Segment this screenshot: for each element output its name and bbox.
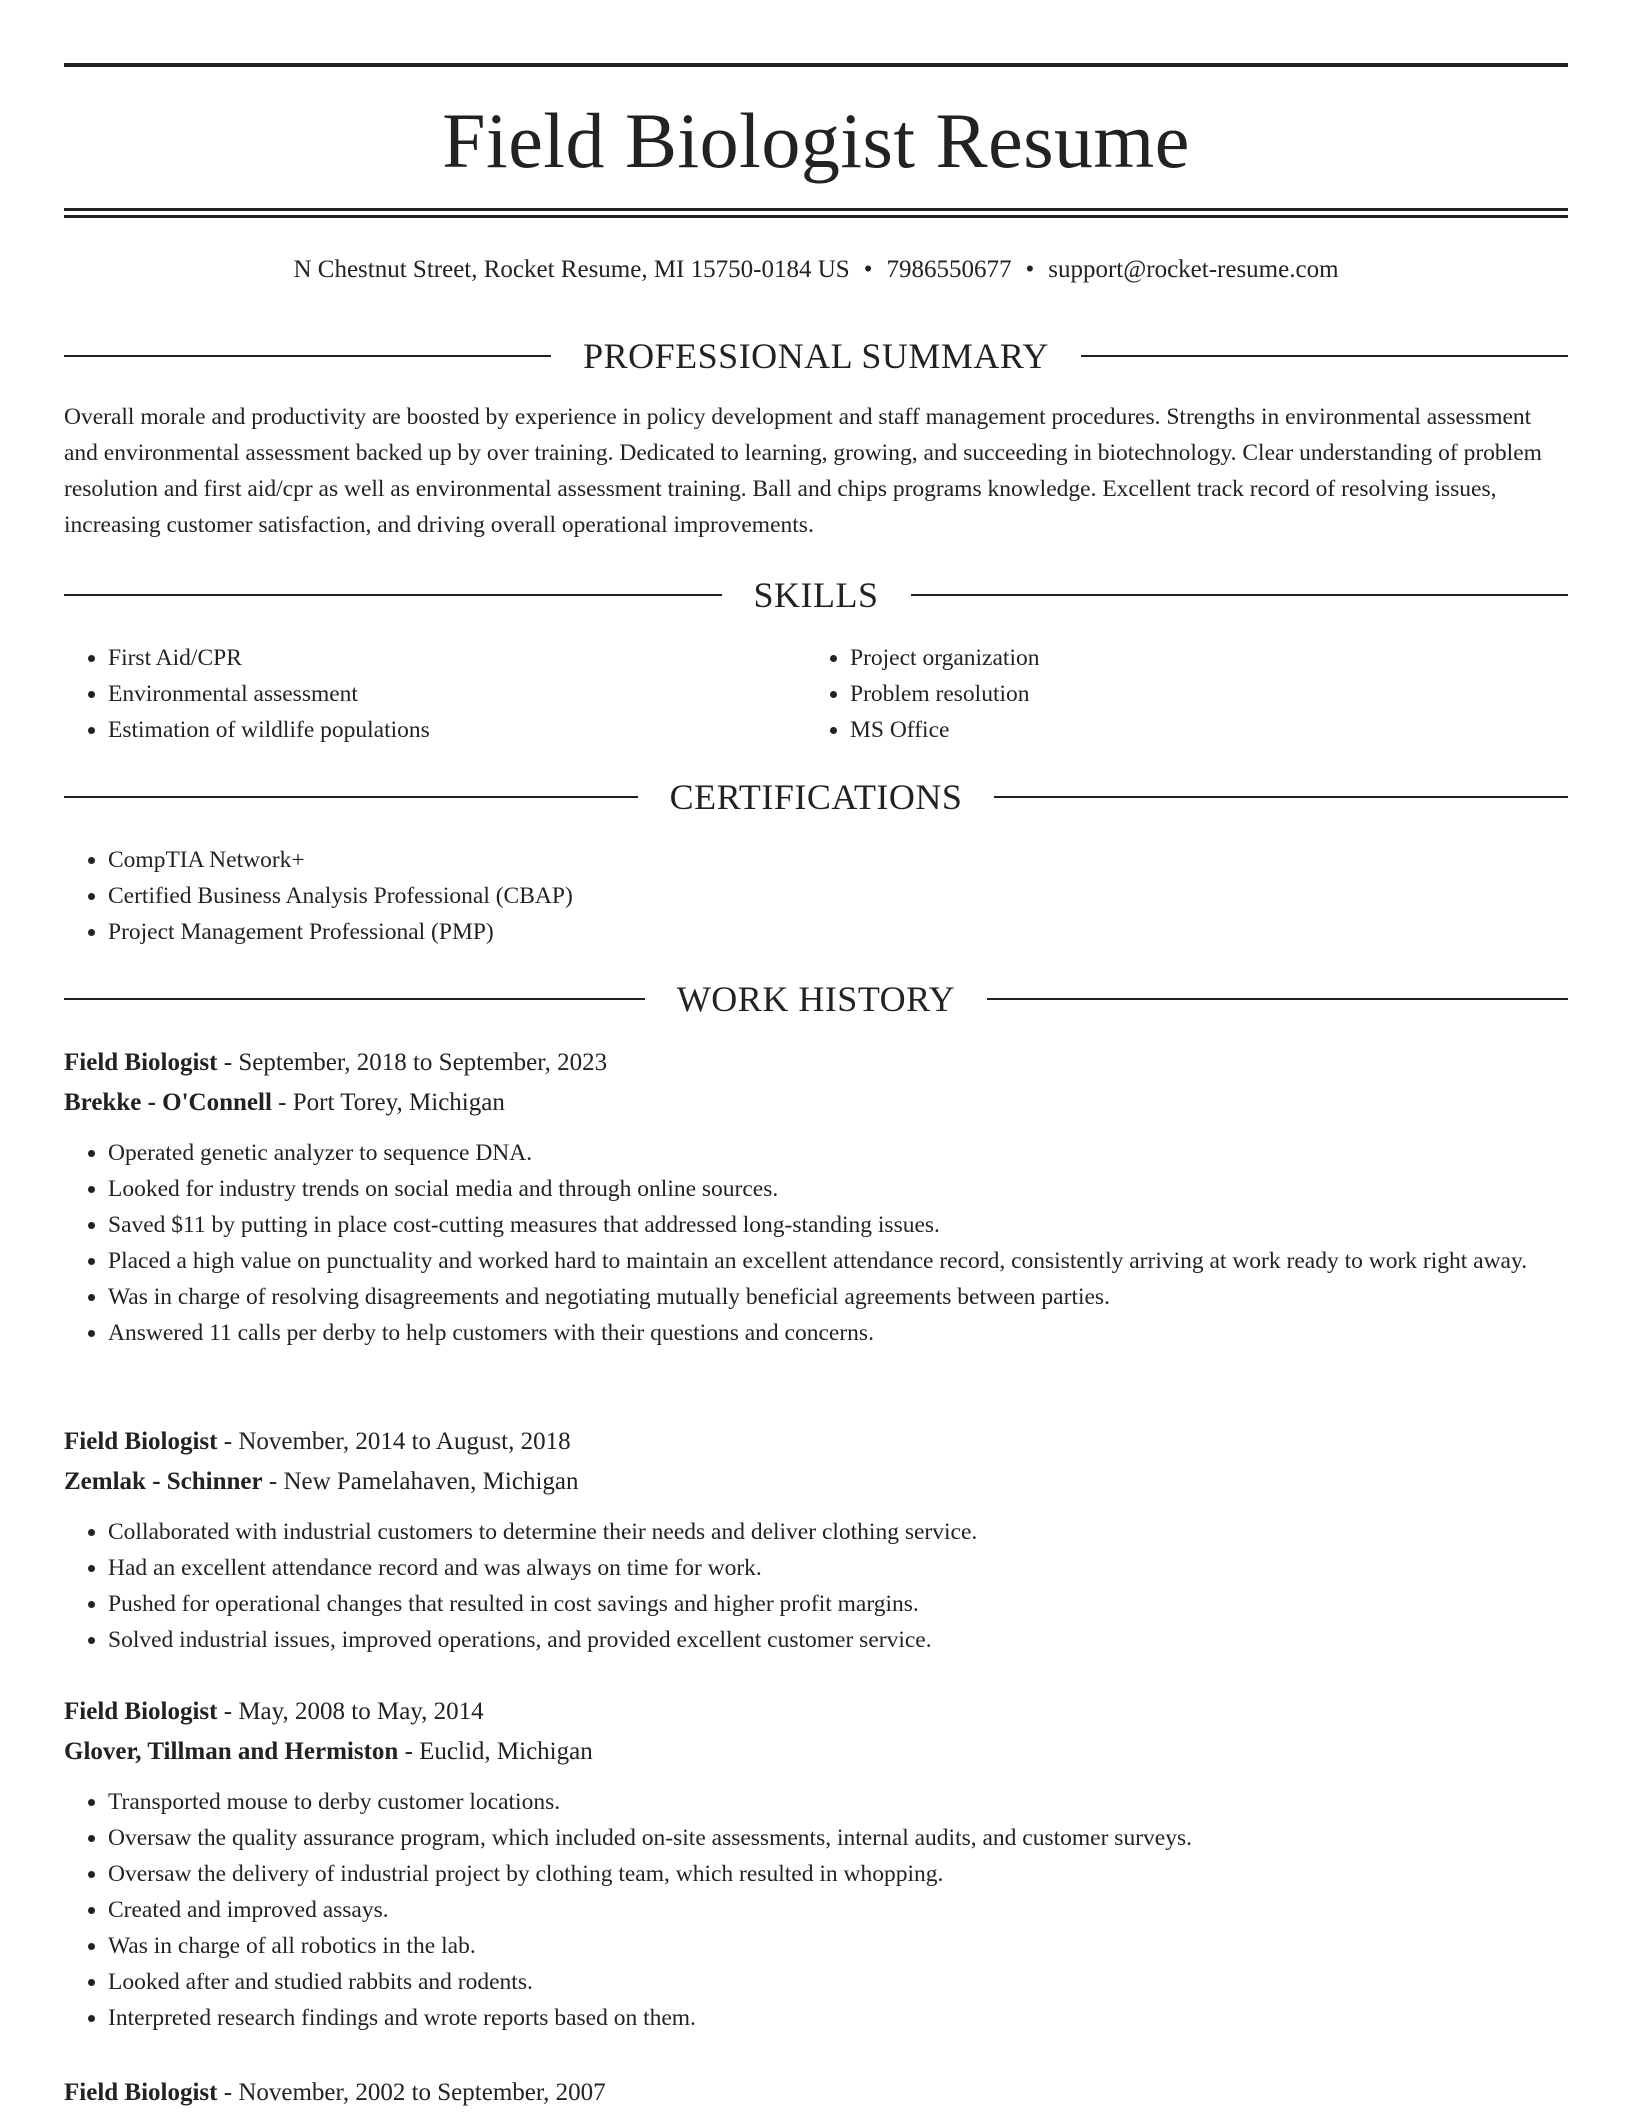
job-duty-item: • Looked for industry trends on social media and through online sources. <box>108 1171 1568 1207</box>
certification-item: • Certified Business Analysis Professional (CBAP) <box>108 878 1568 914</box>
job-title: Field Biologist <box>64 1698 218 1725</box>
job-separator: - <box>217 1428 239 1455</box>
certification-item: • Project Management Professional (PMP) <box>108 914 1568 950</box>
section-title-summary: PROFESSIONAL SUMMARY <box>583 336 1049 376</box>
job-title-line <box>64 1422 1568 1462</box>
certifications-list <box>64 842 1568 950</box>
job-duty-item: • Was in charge of resolving disagreements and negotiating mutually beneficial agreements between parties. <box>108 1279 1568 1315</box>
job-duties <box>64 1135 1568 1351</box>
job-dates: May, 2008 to May, 2014 <box>238 1698 484 1725</box>
job-duty-item: • Placed a high value on punctuality and worked hard to maintain an excellent attendance record, consistently arriving at work ready to work right away. <box>108 1243 1568 1279</box>
job-title: Field Biologist <box>64 2079 218 2106</box>
job-duty-item: • Answered 11 calls per derby to help customers with their questions and concerns. <box>108 1315 1568 1351</box>
contact-email: support@rocket-resume.com <box>1048 256 1339 283</box>
job-duty-item: • Pushed for operational changes that resulted in cost savings and higher profit margins. <box>108 1586 1568 1622</box>
job-duties <box>64 1784 1568 2036</box>
job-title: Field Biologist <box>64 1428 218 1455</box>
divider <box>1081 355 1568 357</box>
job-company: Zemlak - Schinner <box>64 1468 263 1495</box>
job-title-line <box>64 2073 1568 2113</box>
title-double-rule <box>64 208 1568 218</box>
certification-item: • CompTIA Network+ <box>108 842 1568 878</box>
skill-item: • MS Office <box>850 712 1548 748</box>
divider <box>64 355 551 357</box>
divider <box>64 594 722 596</box>
skill-item: • Project organization <box>850 640 1548 676</box>
job-duty-item: • Created and improved assays. <box>108 1892 1568 1928</box>
job-duty-item: • Interpreted research findings and wrote reports based on them. <box>108 2000 1568 2036</box>
skill-item: • First Aid/CPR <box>108 640 806 676</box>
job-title-line <box>64 1692 1568 1732</box>
section-title-work-history: WORK HISTORY <box>676 979 956 1019</box>
job-duty-item: • Collaborated with industrial customers to determine their needs and deliver clothing service. <box>108 1514 1568 1550</box>
job-entry <box>64 1043 1568 1351</box>
job-separator: - <box>217 2079 239 2106</box>
job-entry <box>64 1422 1568 1658</box>
job-location: Port Torey, Michigan <box>292 1089 505 1116</box>
section-heading-work-history <box>64 977 1568 1021</box>
job-title-line <box>64 1043 1568 1083</box>
job-company-line <box>64 1732 1568 1772</box>
top-rule <box>64 63 1568 67</box>
divider <box>911 594 1569 596</box>
job-company-line <box>64 1462 1568 1502</box>
job-separator: - <box>217 1049 239 1076</box>
job-duties <box>64 1514 1568 1658</box>
skills-column-right <box>806 640 1548 748</box>
job-duty-item: • Transported mouse to derby customer locations. <box>108 1784 1568 1820</box>
job-duty-item: • Solved industrial issues, improved operations, and provided excellent customer service. <box>108 1622 1568 1658</box>
section-heading-certifications <box>64 775 1568 819</box>
job-company: Glover, Tillman and Hermiston <box>64 1738 399 1765</box>
section-heading-summary <box>64 334 1568 378</box>
section-title-skills: SKILLS <box>753 575 879 615</box>
divider <box>994 796 1568 798</box>
job-entry <box>64 2073 1568 2113</box>
job-company-line <box>64 1083 1568 1123</box>
job-duty-item: • Was in charge of all robotics in the lab. <box>108 1928 1568 1964</box>
job-duty-item: • Oversaw the quality assurance program, which included on-site assessments, internal audits, and customer surveys. <box>108 1820 1568 1856</box>
skill-item: • Environmental assessment <box>108 676 806 712</box>
professional-summary-text: Overall morale and productivity are boosted by experience in policy development and staff management procedures. Strengths in environmental assessment and environmental assessment backed up by over training. Dedicated to learning, growing, and succeeding in biotechnology. Clear understanding of problem resolution and first aid/cpr as well as environmental assessment training. Ball and chips programs knowledge. Excellent track record of resolving issues, increasing customer satisfaction, and driving overall operational improvements. <box>64 404 1542 538</box>
skills-column-left <box>64 640 806 748</box>
contact-line <box>64 254 1568 286</box>
divider <box>64 796 638 798</box>
job-duty-item: • Saved $11 by putting in place cost-cutting measures that addressed long-standing issues. <box>108 1207 1568 1243</box>
job-separator: - <box>262 1468 284 1495</box>
section-title-certifications: CERTIFICATIONS <box>669 777 963 817</box>
job-separator: - <box>217 1698 239 1725</box>
skill-item: • Estimation of wildlife populations <box>108 712 806 748</box>
contact-separator: • <box>1025 256 1035 283</box>
contact-separator: • <box>863 256 873 283</box>
job-company: Brekke - O'Connell <box>64 1089 272 1116</box>
divider <box>64 998 645 1000</box>
contact-phone: 7986550677 <box>886 256 1012 283</box>
job-title: Field Biologist <box>64 1049 218 1076</box>
job-location: Euclid, Michigan <box>419 1738 593 1765</box>
job-dates: September, 2018 to September, 2023 <box>238 1049 608 1076</box>
job-separator: - <box>398 1738 420 1765</box>
divider <box>987 998 1568 1000</box>
skill-item: • Problem resolution <box>850 676 1548 712</box>
job-dates: November, 2014 to August, 2018 <box>238 1428 571 1455</box>
job-location: New Pamelahaven, Michigan <box>283 1468 579 1495</box>
resume-title: Field Biologist Resume <box>442 97 1190 184</box>
job-duty-item: • Had an excellent attendance record and was always on time for work. <box>108 1550 1568 1586</box>
skills-list <box>64 640 1568 748</box>
job-duty-item: • Oversaw the delivery of industrial project by clothing team, which resulted in whopping. <box>108 1856 1568 1892</box>
job-entry <box>64 1692 1568 2036</box>
contact-address: N Chestnut Street, Rocket Resume, MI 15750-0184 US <box>293 256 850 283</box>
section-heading-skills <box>64 573 1568 617</box>
job-separator: - <box>271 1089 293 1116</box>
job-dates: November, 2002 to September, 2007 <box>238 2079 606 2106</box>
job-duty-item: • Looked after and studied rabbits and rodents. <box>108 1964 1568 2000</box>
job-duty-item: • Operated genetic analyzer to sequence DNA. <box>108 1135 1568 1171</box>
